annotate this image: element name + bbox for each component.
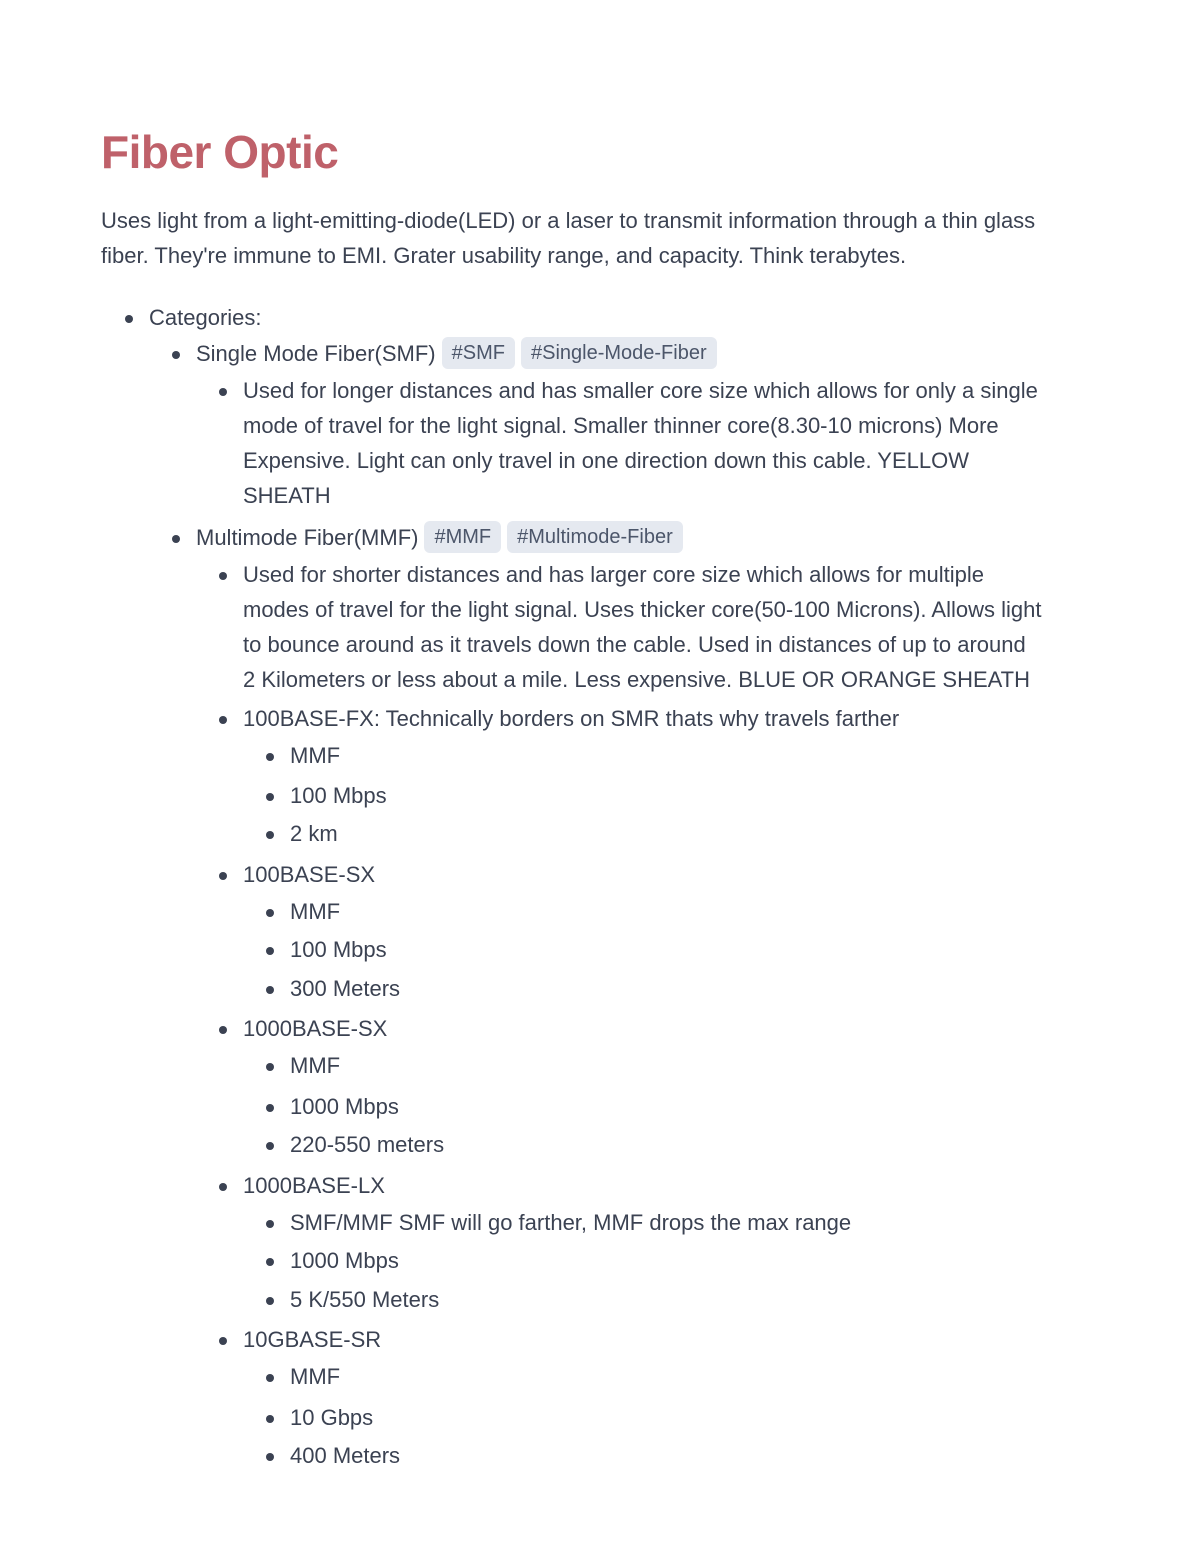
bullet-icon bbox=[266, 753, 274, 761]
bullet-icon bbox=[219, 1337, 227, 1345]
standard-detail: 1000 Mbps bbox=[290, 1094, 399, 1119]
bullet-icon bbox=[219, 388, 227, 396]
page-title: Fiber Optic bbox=[101, 126, 339, 178]
mmf-description: Used for shorter distances and has larger core size which allows for multiple modes of travel for the light signal. Uses thicker core(50-100 Microns). Allows light to bounce around as it travels down the cable. Used in distances of up to around 2 Kilometers or less about a mile. Less expensive. BLUE OR ORANGE SHEATH bbox=[243, 562, 1042, 692]
standard-detail: 100 Mbps bbox=[290, 937, 387, 962]
tag-mmf[interactable]: #MMF bbox=[424, 521, 501, 553]
standard-detail: MMF bbox=[290, 1364, 341, 1389]
standard-name: 1000BASE-SX bbox=[243, 1016, 388, 1041]
standard-detail: MMF bbox=[290, 1053, 341, 1078]
bullet-icon bbox=[266, 1142, 274, 1150]
standard-detail: 5 K/550 Meters bbox=[290, 1287, 440, 1312]
standard-detail: 300 Meters bbox=[290, 976, 401, 1001]
standard-detail: 10 Gbps bbox=[290, 1405, 374, 1430]
bullet-icon bbox=[266, 1104, 274, 1112]
standard-detail: 1000 Mbps bbox=[290, 1248, 399, 1273]
bullet-icon bbox=[266, 1453, 274, 1461]
tag-multimode-fiber[interactable]: #Multimode-Fiber bbox=[507, 521, 683, 553]
standard-name: 1000BASE-LX bbox=[243, 1173, 385, 1198]
smf-item bbox=[196, 339, 717, 371]
mmf-item bbox=[196, 523, 683, 555]
smf-description: Used for longer distances and has smaller core size which allows for only a single mode of travel for the light signal. Smaller thinner core(8.30-10 microns) More Expensive. Light can only travel in one direction down this cable. YELLOW SHEATH bbox=[243, 378, 1038, 508]
standard-detail: 2 km bbox=[290, 821, 338, 846]
bullet-icon bbox=[172, 351, 180, 359]
bullet-icon bbox=[219, 1183, 227, 1191]
standard-name: 100BASE-FX: Technically borders on SMR thats why travels farther bbox=[243, 706, 900, 731]
standard-detail: 100 Mbps bbox=[290, 783, 387, 808]
bullet-icon bbox=[266, 831, 274, 839]
standard-detail: SMF/MMF SMF will go farther, MMF drops the max range bbox=[290, 1210, 852, 1235]
bullet-icon bbox=[266, 1415, 274, 1423]
tag-smf[interactable]: #SMF bbox=[442, 337, 515, 369]
standard-detail: MMF bbox=[290, 899, 341, 924]
bullet-icon bbox=[219, 872, 227, 880]
intro-paragraph: Uses light from a light-emitting-diode(LED) or a laser to transmit information through a thin glass fiber. They're immune to EMI. Grater usability range, and capacity. Think terabytes. bbox=[101, 208, 1036, 268]
mmf-label: Multimode Fiber(MMF) bbox=[196, 525, 419, 550]
categories-label: Categories: bbox=[149, 305, 262, 330]
standard-detail: 220-550 meters bbox=[290, 1132, 445, 1157]
bullet-icon bbox=[266, 909, 274, 917]
standard-name: 100BASE-SX bbox=[243, 862, 376, 887]
bullet-icon bbox=[219, 716, 227, 724]
bullet-icon bbox=[266, 1297, 274, 1305]
bullet-icon bbox=[266, 793, 274, 801]
bullet-icon bbox=[219, 572, 227, 580]
smf-label: Single Mode Fiber(SMF) bbox=[196, 341, 436, 366]
bullet-icon bbox=[219, 1026, 227, 1034]
bullet-icon bbox=[125, 315, 133, 323]
bullet-icon bbox=[266, 947, 274, 955]
standard-name: 10GBASE-SR bbox=[243, 1327, 382, 1352]
bullet-icon bbox=[266, 1258, 274, 1266]
standard-detail: 400 Meters bbox=[290, 1443, 401, 1468]
bullet-icon bbox=[172, 535, 180, 543]
bullet-icon bbox=[266, 1063, 274, 1071]
standard-detail: MMF bbox=[290, 743, 341, 768]
tag-single-mode-fiber[interactable]: #Single-Mode-Fiber bbox=[521, 337, 717, 369]
bullet-icon bbox=[266, 1374, 274, 1382]
bullet-icon bbox=[266, 1220, 274, 1228]
bullet-icon bbox=[266, 986, 274, 994]
